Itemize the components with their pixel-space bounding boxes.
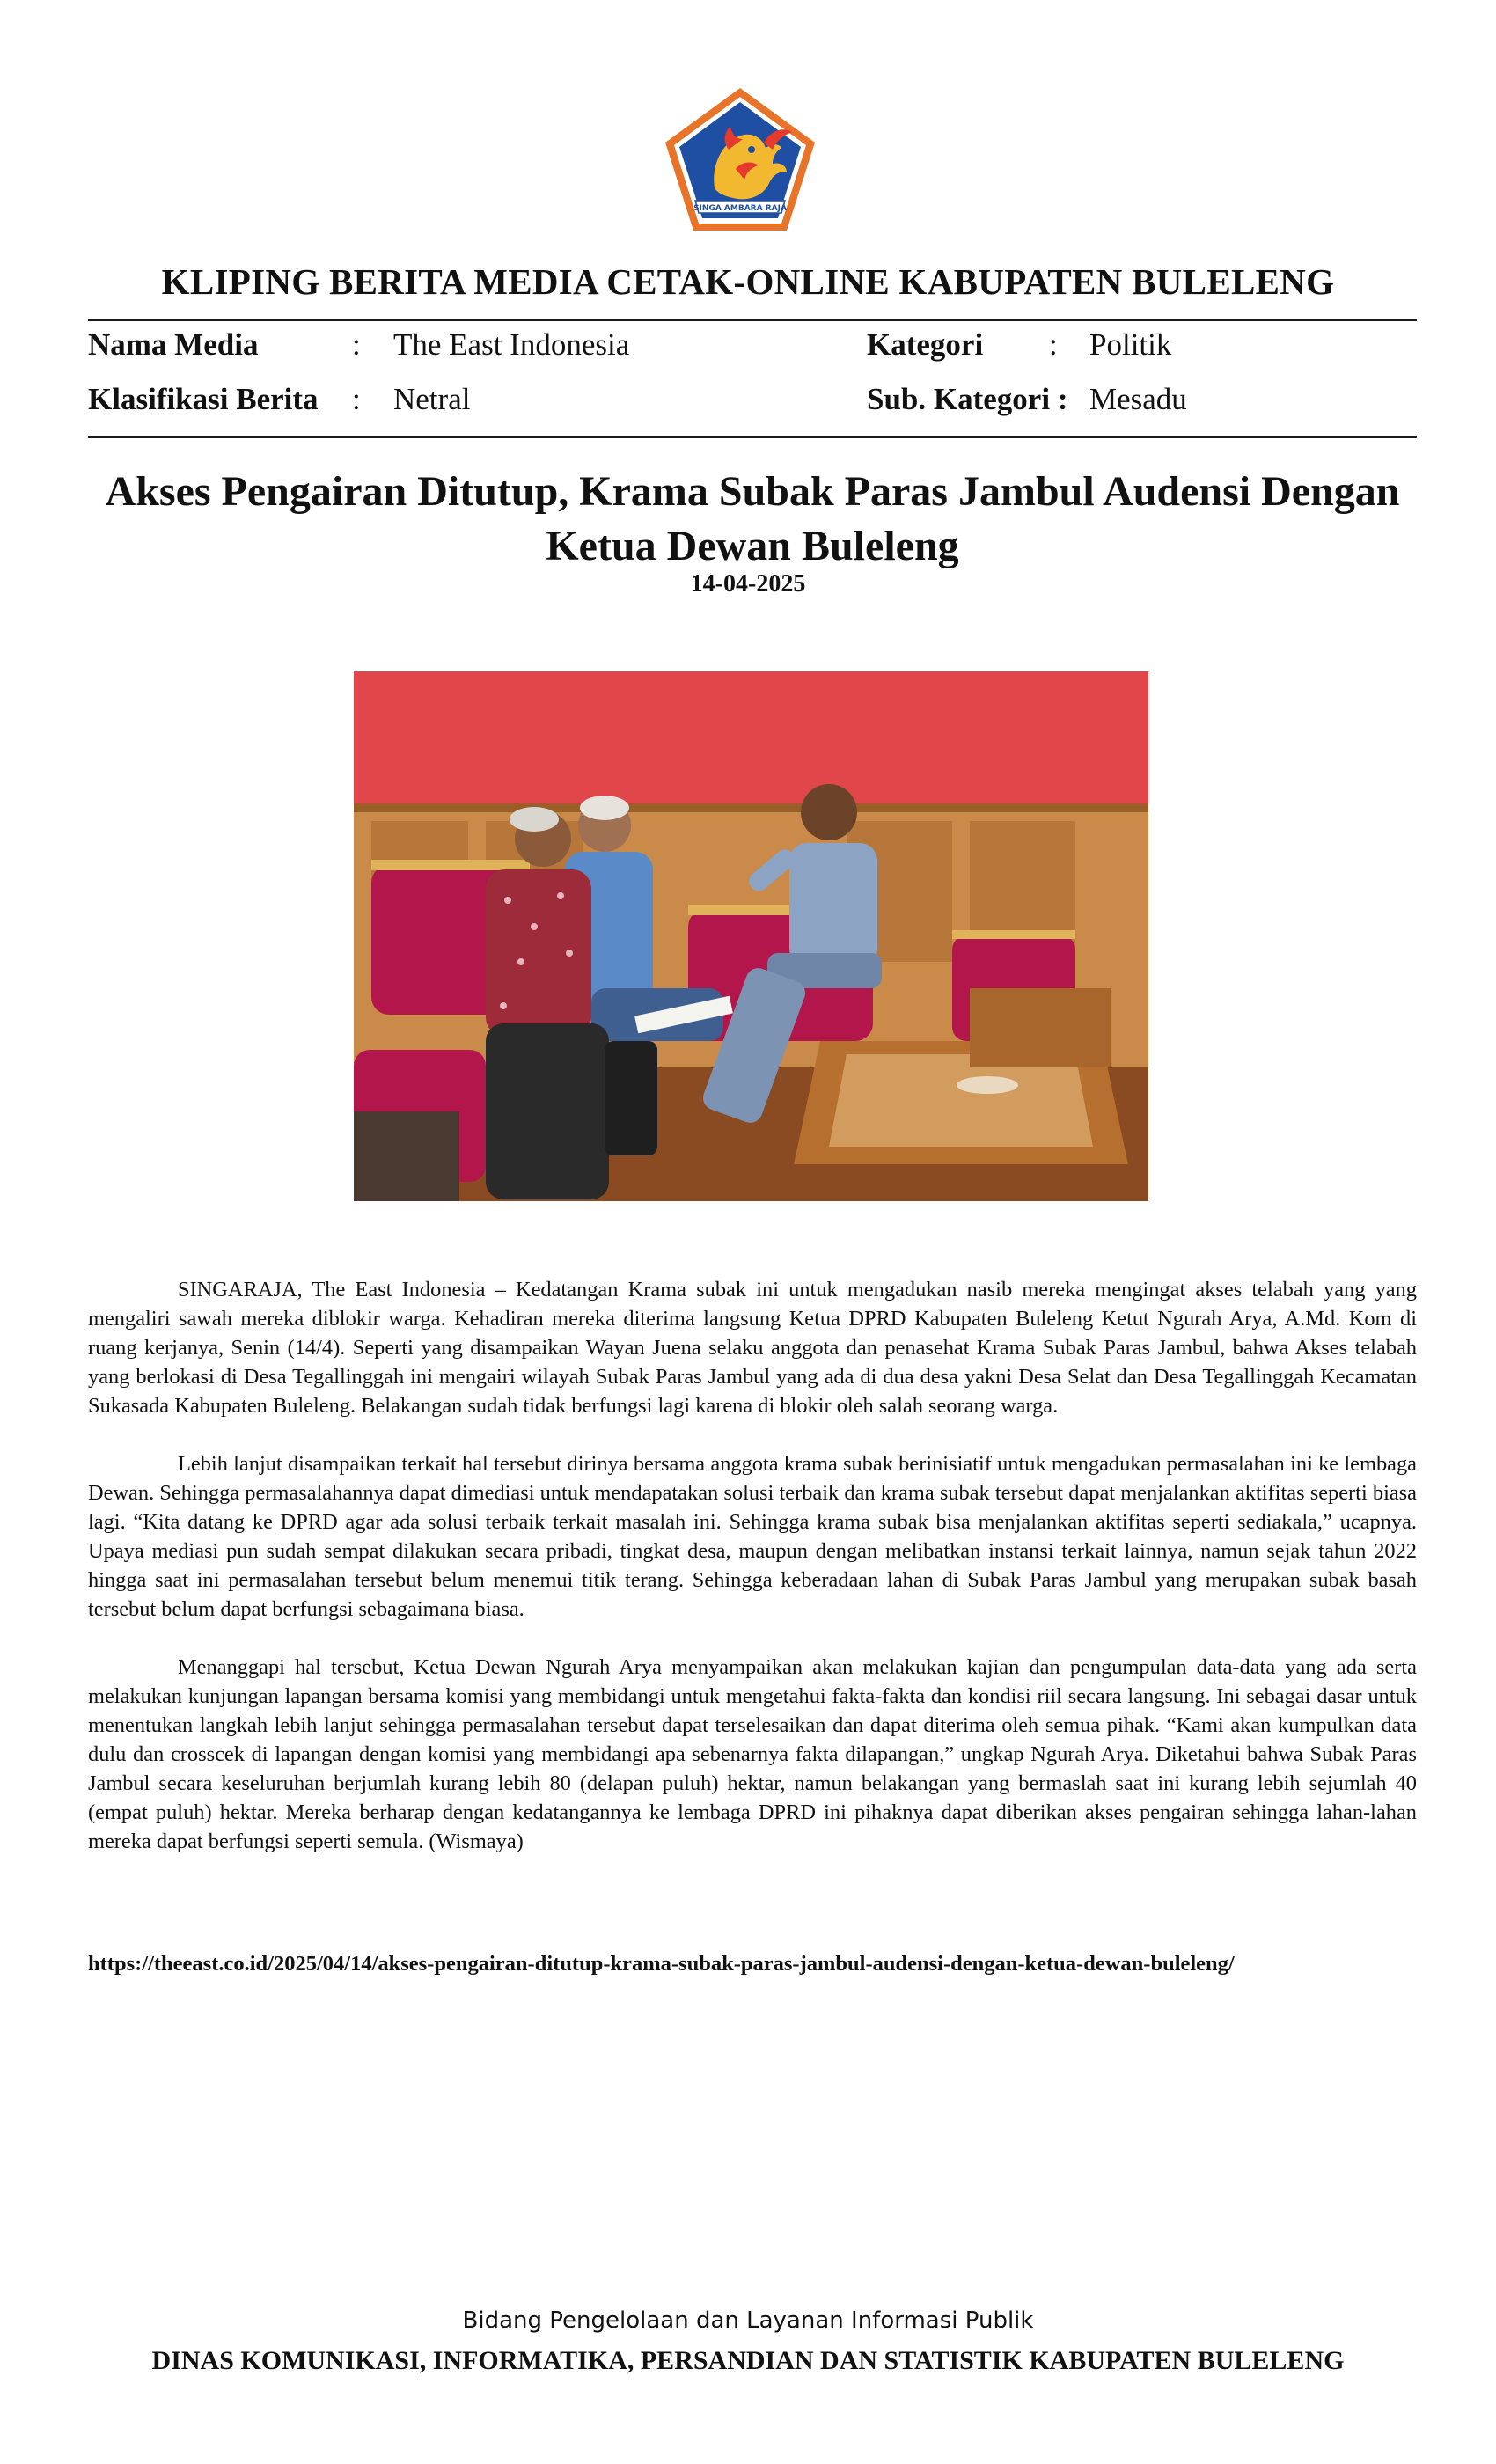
article-date: 14-04-2025 [690,570,806,598]
classification-colon: : [352,382,361,416]
classification-value: Netral [393,382,471,416]
article-paragraph: Menanggapi hal tersebut, Ketua Dewan Ngurah Arya menyampaikan akan melakukan kajian dan pengumpulan data-data yang ada serta melakukan kunjungan lapangan bersama komisi yang membidangi untuk mengetahui fakta-fakta dan kondisi riil secara langsung. Ini sebagai dasar untuk menentukan langkah lebih lanjut sehingga permasalahan tersebut dapat terselesaikan dan dapat diterima oleh semua pihak. “Kami akan kumpulkan data dulu dan crosscek di lapangan dengan komisi yang membidangi apa sebenarnya fakta dilapangan,” ungkap Ngurah Arya. Diketahui bahwa Subak Paras Jambul secara keseluruhan berjumlah kurang lebih 80 (delapan puluh) hektar, namun belakangan yang bermaslah saat ini kurang lebih sejumlah 40 (empat puluh) hektar. Mereka berharap dengan kedatangannya ke lembaga DPRD ini pihaknya dapat diberikan akses pengairan sehingga lahan-lahan mereka dapat berfungsi seperti semula. (Wismaya) [88,1655,1417,1853]
source-link[interactable]: https://theeast.co.id/2025/04/14/akses-pengairan-ditutup-krama-subak-paras-jambul-audensi-dengan-ketua-dewan-buleleng/ [88,1952,1235,1976]
subcategory-value: Mesadu [1089,382,1187,416]
article-body [88,1275,1417,1885]
footer-department: Bidang Pengelolaan dan Layanan Informasi Publik [462,2307,1034,2334]
logo-motto: SINGA AMBARA RAJA [693,204,787,213]
document-title: KLIPING BERITA MEDIA CETAK-ONLINE KABUPATEN BULELENG [161,261,1335,302]
media-name-label: Nama Media [88,327,259,362]
regency-logo [660,84,820,236]
subcategory-label: Sub. Kategori : [867,382,1068,416]
header-divider-top [88,319,1417,321]
category-value: Politik [1089,327,1172,362]
media-name-colon: : [352,327,361,362]
article-paragraph: SINGARAJA, The East Indonesia – Kedatangan Krama subak ini untuk mengadukan nasib mereka mengingat akses telabah yang yang mengaliri sawah mereka diblokir warga. Kehadiran mereka diterima langsung Ketua DPRD Kabupaten Buleleng Ketut Ngurah Arya, A.Md. Kom di ruang kerjanya, Senin (14/4). Seperti yang disampaikan Wayan Juena selaku anggota dan penasehat Krama Subak Paras Jambul, bahwa Akses telabah yang berlokasi di Desa Tegallinggah ini mengairi wilayah Subak Paras Jambul yang ada di dua desa yakni Desa Selat dan Desa Tegallinggah Kecamatan Sukasada Kabupaten Buleleng. Belakangan sudah tidak berfungsi lagi karena di blokir oleh salah seorang warga. [88,1278,1417,1418]
category-colon: : [1049,327,1058,362]
media-name-value: The East Indonesia [393,327,630,362]
footer-agency: DINAS KOMUNIKASI, INFORMATIKA, PERSANDIAN DAN STATISTIK KABUPATEN BULELENG [151,2346,1345,2375]
article-paragraph: Lebih lanjut disampaikan terkait hal tersebut dirinya bersama anggota krama subak berinisiatif untuk mengadukan permasalahan ini ke lembaga Dewan. Sehingga permasalahannya dapat dimediasi untuk mendapatakan solusi terbaik dan krama subak tersebut dapat menjalankan aktifitas seperti biasa lagi. “Kita datang ke DPRD agar ada solusi terbaik terkait masalah ini. Sehingga krama subak bisa menjalankan aktifitas seperti sediakala,” ucapnya. Upaya mediasi pun sudah sempat dilakukan secara pribadi, tingkat desa, maupun dengan melibatkan instansi terkait lainnya, namun sejak tahun 2022 hingga saat ini permasalahan tersebut belum menemui titik terang. Sehingga keberadaan lahan di Subak Paras Jambul yang merupakan subak basah tersebut belum dapat berfungsi sebagaimana biasa. [88,1452,1417,1621]
category-label: Kategori [867,327,984,362]
article-photo [354,671,1148,1201]
header-divider-bottom [88,436,1417,438]
classification-label: Klasifikasi Berita [88,382,319,416]
article-headline: Akses Pengairan Ditutup, Krama Subak Paras Jambul Audensi Dengan Ketua Dewan Buleleng [105,468,1400,569]
